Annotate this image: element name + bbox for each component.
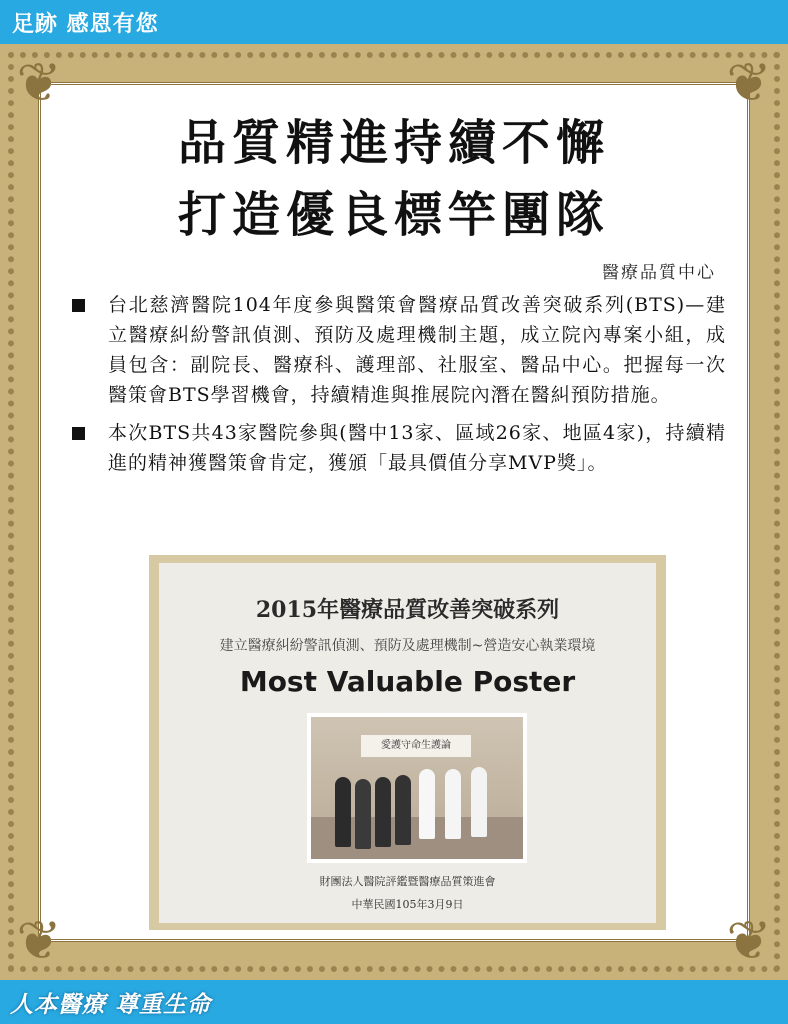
photo-sign: 愛護守命生護論: [361, 735, 471, 757]
page-title-line2: 打造優良標竿團隊: [177, 187, 610, 243]
bullet-list: [72, 290, 726, 486]
award-plaque: [149, 555, 666, 930]
person-figure: [335, 777, 351, 847]
page-title-line1: 品質精進持續不懈: [177, 115, 610, 171]
list-item: [72, 418, 726, 478]
corner-ornament-icon: ❦: [16, 51, 62, 114]
plaque-title: 2015年醫療品質改善突破系列: [255, 597, 560, 623]
corner-ornament-icon: ❦: [726, 51, 772, 114]
plaque-subtitle: 建立醫療糾紛警訊偵測、預防及處理機制~營造安心執業環境: [219, 638, 596, 654]
group-photo: [307, 713, 527, 863]
person-figure: [375, 777, 391, 847]
person-figure: [419, 769, 435, 839]
person-figure: [395, 775, 411, 845]
bullet-text: 台北慈濟醫院104年度參與醫策會醫療品質改善突破系列(BTS)—建立醫療糾紛警訊偵測、預防及處理機制主題，成立院內專案小組，成員包含：副院長、醫療科、護理部、社服室、醫品中心。把握每一次醫策會BTS學習機會，持續精進與推展院內潛在醫糾預防措施。: [108, 294, 726, 406]
list-item: [72, 290, 726, 410]
person-figure: [445, 769, 461, 839]
corner-ornament-icon: ❦: [16, 909, 62, 972]
square-bullet-icon: [72, 299, 85, 312]
department-label: 醫療品質中心: [602, 263, 716, 283]
square-bullet-icon: [72, 427, 85, 440]
plaque-award-name: Most Valuable Poster: [239, 665, 576, 698]
header-text: 足跡 感恩有您: [12, 12, 159, 37]
plaque-paper: [159, 563, 656, 923]
person-figure: [355, 779, 371, 849]
person-figure: [471, 767, 487, 837]
footer-bar: [0, 980, 788, 1024]
plaque-organization: 財團法人醫院評鑑暨醫療品質策進會: [319, 875, 496, 888]
footer-text: 人本醫療 尊重生命: [10, 992, 212, 1018]
header-bar: [0, 0, 788, 44]
corner-ornament-icon: ❦: [726, 909, 772, 972]
bullet-text: 本次BTS共43家醫院參與(醫中13家、區域26家、地區4家)，持續精進的精神獲醫策會肯定，獲頒「最具價值分享MVP獎」。: [108, 422, 726, 474]
plaque-date: 中華民國105年3月9日: [351, 898, 464, 911]
